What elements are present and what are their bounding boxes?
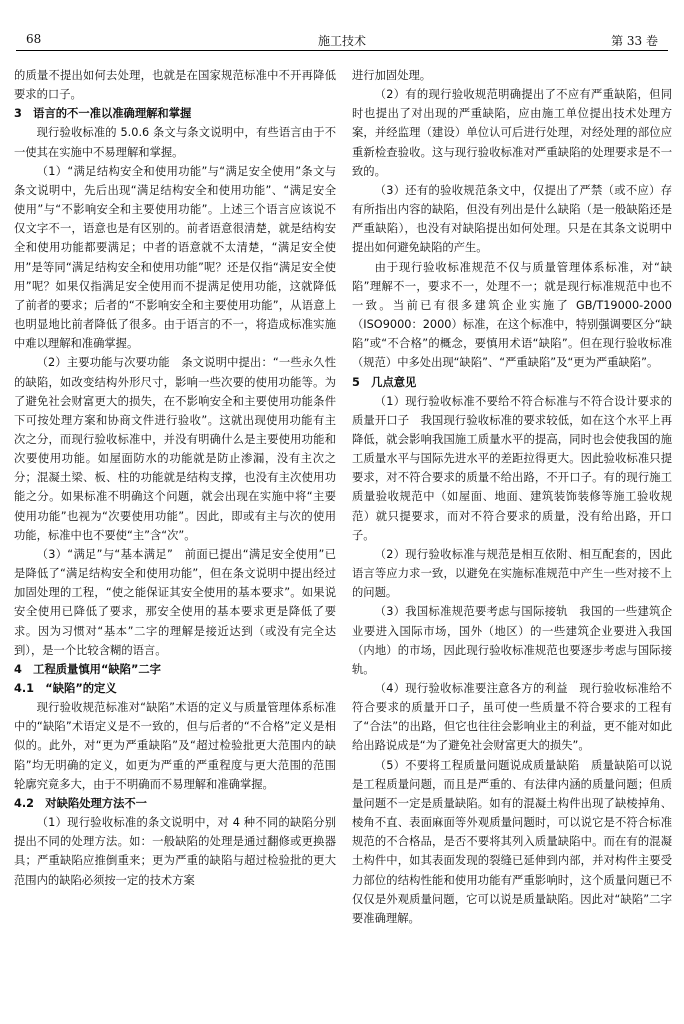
paragraph: （2）现行验收标准与规范是相互依附、相互配套的，因此语言等应力求一致，以避免在实施标准规范中产生一些对接不上的问题。: [352, 547, 672, 600]
paragraph: （3）我国标准规范要考虑与国际接轨 我国的一些建筑企业要进入国际市场，国外（地区）的一些建筑企业要进入我国（内地）的市场，因此现行验收标准规范也要逐步考虑与国际接轨。: [352, 605, 672, 676]
left-column: [14, 66, 336, 890]
paragraph: 现行验收标准的 5.0.6 条文与条文说明中，有些语言由于不一使其在实施中不易理解和掌握。: [14, 126, 336, 159]
section-heading: 5 几点意见: [352, 375, 417, 389]
paragraph: （1）现行验收标准不要给不符合标准与不符合设计要求的质量开口子 我国现行验收标准的要求较低，如在这个水平上再降低，就会影响我国施工质量水平的提高，同时也会使我国的施工质量水平与国际先进水平的差距拉得更大。因此验收标准只提要求，对不符合要求的质量不给出路，不开口子。有的现行施工质量验收规范中（如屋面、地面、建筑装饰装修等施工验收规范）就只提要求，而对不符合要求的质量，没有给出路，开口子。: [352, 394, 672, 542]
paragraph: （2）主要功能与次要功能 条文说明中提出：“一些永久性的缺陷，如改变结构外形尺寸，影响一些次要的使用功能等。为了避免社会财富更大的损失，在不影响安全和主要使用功能条件下可按处理方案和协商文件进行验收”。这就出现使用功能有主次之分，而现行验收标准中，并没有明确什么是主要使用功能和次要使用功能。如屋面防水的功能就是防止渗漏，没有主次之分；混凝土梁、板、柱的功能就是结构支撑，也没有主次使用功能之分。如果标准不明确这个问题，就会出现在实施中将“主要使用功能”也视为“次要使用功能”。因此，即或有主与次的使用功能，标准中也不要使“主”含“次”。: [14, 356, 336, 542]
page-header: [16, 30, 668, 51]
paragraph: （1）现行验收标准的条文说明中，对 4 种不同的缺陷分别提出不同的处理方法。如：一般缺陷的处理是通过翻修或更换器具；严重缺陷应推倒重来；更为严重的缺陷与超过检验批的更大范围内的缺陷必须按一定的技术方案: [14, 816, 336, 887]
paragraph: （2）有的现行验收规范明确提出了不应有严重缺陷，但同时也提出了对出现的严重缺陷，应由施工单位提出技术处理方案，并经监理（建设）单位认可后进行处理，对经处理的部位应重新检查验收。这与现行验收标准对严重缺陷的处理要求是不一致的。: [352, 88, 672, 178]
paragraph: 的质量不提出如何去处理，也就是在国家规范标准中不开再降低要求的口子。: [14, 69, 336, 102]
paragraph: （1）“满足结构安全和使用功能”与“满足安全使用”条文与条文说明中，先后出现“满足结构安全和使用功能”、“满足安全使用”与“不影响安全和主要使用功能”。上述三个语言应该说不仅文字不一，语意也是有区别的。前者语意很清楚，就是结构安全和使用功能都要满足；中者的语意就不太清楚，“满足安全使用”是等同“满足结构安全和使用功能”呢？还是仅指“满足安全使用”呢？如果仅指满足安全使用而不提满足使用功能，这就降低了前者的要求；后者的“不影响安全和主要使用功能”，从语意上也明显地比前者降低了很多。由于语言的不一，将造成标准实施中难以理解和准确掌握。: [14, 164, 336, 351]
page-number: 68: [26, 32, 42, 46]
volume-label: 第 33 卷: [611, 34, 658, 48]
section-heading: 4.1 “缺陷”的定义: [14, 682, 117, 695]
paragraph: （3）“满足”与“基本满足” 前面已提出“满足安全使用”已是降低了“满足结构安全和使用功能”，但在条文说明中提出经过加固处理的工程，“使之能保证其安全使用的基本要求”。如果说安全使用已降低了要求，那安全使用的基本要求更是降低了要求。因为习惯对“基本”二字的理解是接近达到（或没有完全达到），是一个比较含糊的语言。: [14, 547, 336, 657]
section-heading: 4.2 对缺陷处理方法不一: [14, 796, 147, 810]
journal-title: 施工技术: [317, 34, 366, 48]
paragraph: 由于现行验收标准规范不仅与质量管理体系标准，对“缺陷”理解不一，要求不一，处理不一；就是现行标准规范中也不一致。当前已有很多建筑企业实施了 GB/T19000-2000（ISO9000：2000）标准，在这个标准中，特别强调要区分“缺陷”或“不合格”的概念，要慎用术语“缺陷”。但在现行验收标准（规范）中多处出现“缺陷”、“严重缺陷”及“更为严重缺陷”。: [352, 260, 672, 370]
right-column: [352, 66, 672, 928]
section-heading: 4 工程质量慎用“缺陷”二字: [14, 662, 161, 676]
paragraph: 现行验收规范标准对“缺陷”术语的定义与质量管理体系标准中的“缺陷”术语定义是不一致的，但与后者的“不合格”定义是相似的。此外，对“更为严重缺陷”及“超过检验批更大范围内的缺陷”均无明确的定义，如更为严重的严重程度与更大范围的范围轮廓究竟多大，由于不明确而不易理解和准确掌握。: [14, 701, 336, 791]
paragraph: （4）现行验收标准要注意各方的利益 现行验收标准给不符合要求的质量开口子，虽可使一些质量不符合要求的工程有了“合法”的出路，但它也往往会影响业主的利益，更不能对如此给出路说成是“为了避免社会财富更大的损失”。: [352, 682, 672, 753]
paragraph: （5）不要将工程质量问题说成质量缺陷 质量缺陷可以说是工程质量问题，而且是严重的、有法律内涵的质量问题；但质量问题不一定是质量缺陷。如有的混凝土构件出现了缺棱掉角、棱角不直、表面麻面等外观质量问题时，可以说它是不符合标准规范的不合格品，是否不要将其列入质量缺陷中。而在有的混凝土构件中，如其表面发现的裂缝已延伸到内部，并对构件主要受力部位的结构性能和使用功能有严重影响时，这个质量问题已不仅仅是外观质量问题，它可以说是质量缺陷。因此对“缺陷”二字要准确理解。: [352, 758, 672, 925]
paragraph: 进行加固处理。: [352, 69, 432, 82]
paragraph: （3）还有的验收规范条文中，仅提出了严禁（或不应）存有所指出内容的缺陷，但没有列出是什么缺陷（是一般缺陷还是严重缺陷），也没有对缺陷提出如何处理。只是在其条文说明中提出如何避免缺陷的产生。: [352, 183, 672, 255]
section-heading: 3 语言的不一准以准确理解和掌握: [14, 107, 192, 121]
